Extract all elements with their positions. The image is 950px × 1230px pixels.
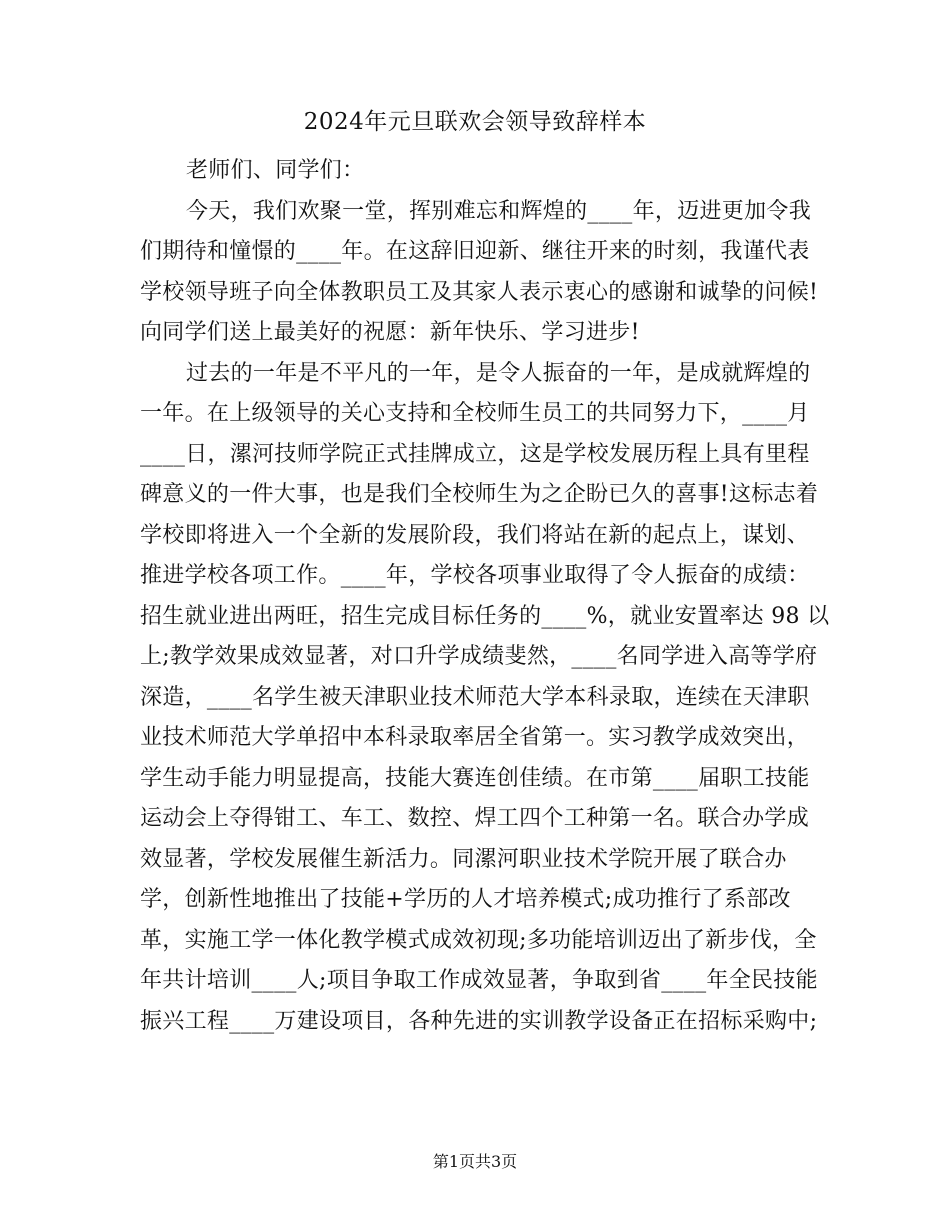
paragraph-line: 一年。在上级领导的关心支持和全校师生员工的共同努力下，____月 (140, 401, 810, 426)
paragraph-line: 推进学校各项工作。____年，学校各项事业取得了令人振奋的成绩： (140, 563, 810, 588)
paragraph-line: 招生就业进出两旺，招生完成目标任务的____%，就业安置率达 98 以 (140, 603, 830, 629)
paragraph-line: 上;教学效果成效显著，对口升学成绩斐然，____名同学进入高等学府 (140, 644, 818, 669)
document-body (140, 151, 830, 1042)
paragraph-line: 学校领导班子向全体教职员工及其家人表示衷心的感谢和诚挚的问候! (140, 279, 819, 305)
paragraph-line: ____日，漯河技师学院正式挂牌成立，这是学校发展历程上具有里程 (140, 441, 810, 467)
paragraph-line: 今天，我们欢聚一堂，挥别难忘和辉煌的____年，迈进更加令我 (186, 198, 812, 224)
paragraph-line: 深造，____名学生被天津职业技术师范大学本科录取，连续在天津职 (140, 684, 810, 710)
paragraph-line: 碑意义的一件大事，也是我们全校师生为之企盼已久的喜事!这标志着 (140, 482, 819, 507)
paragraph-line: 业技术师范大学单招中本科录取率居全省第一。实习教学成效突出， (140, 725, 810, 750)
paragraph-line: 学生动手能力明显提高，技能大赛连创佳绩。在市第____届职工技能 (140, 765, 810, 791)
paragraph-line: 效显著，学校发展催生新活力。同漯河职业技术学院开展了联合办 (140, 846, 787, 872)
paragraph-line: 们期待和憧憬的____年。在这辞旧迎新、继往开来的时刻，我谨代表 (140, 239, 810, 264)
paragraph-line: 过去的一年是不平凡的一年，是令人振奋的一年，是成就辉煌的 (186, 360, 811, 386)
paragraph-line: 学，创新性地推出了技能+学历的人才培养模式;成功推行了系部改 (140, 887, 791, 912)
salutation-line: 老师们、同学们： (186, 158, 365, 183)
paragraph-line: 学校即将进入一个全新的发展阶段，我们将站在新的起点上，谋划、 (140, 522, 810, 548)
document-title: 2024年元旦联欢会领导致辞样本 (303, 109, 647, 135)
paragraph-line: 振兴工程____万建设项目，各种先进的实训教学设备正在招标采购中; (140, 1008, 818, 1034)
paragraph-line: 运动会上夺得钳工、车工、数控、焊工四个工种第一名。联合办学成 (140, 806, 810, 831)
paragraph-line: 向同学们送上最美好的祝愿：新年快乐、学习进步! (140, 320, 640, 345)
page-number-footer: 第1页共3页 (432, 1152, 518, 1171)
paragraph-line: 革，实施工学一体化教学模式成效初现;多功能培训迈出了新步伐，全 (140, 927, 817, 953)
paragraph-line: 年共计培训____人;项目争取工作成效显著，争取到省____年全民技能 (140, 968, 818, 993)
